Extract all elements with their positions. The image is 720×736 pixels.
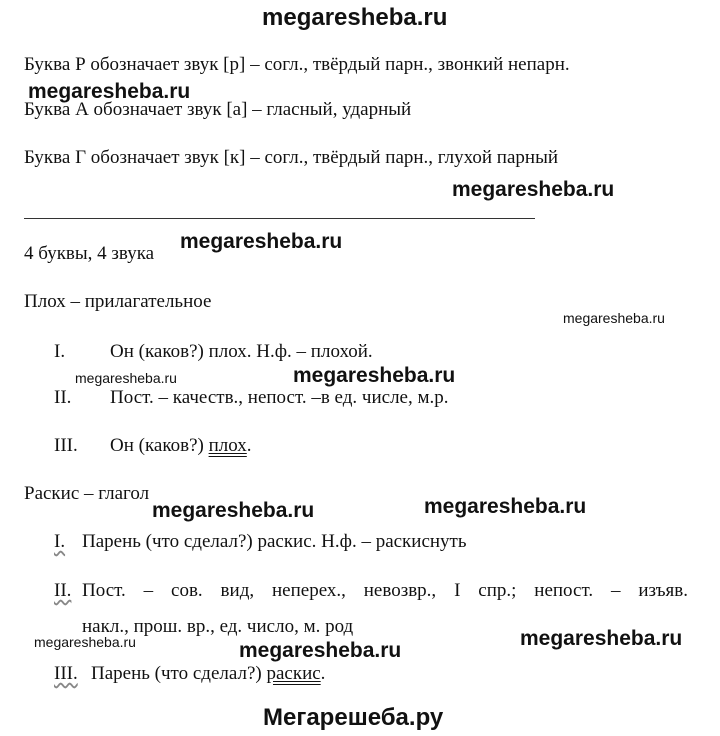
verb-heading: Раскис – глагол	[24, 483, 150, 504]
adjective-item-text	[110, 436, 252, 457]
verb-item-text: Пост. – сов. вид, неперех., невозвр., I спр.; непост. – изъяв.	[82, 580, 688, 601]
text-after: .	[320, 663, 326, 684]
verb-item-text	[91, 664, 325, 685]
watermark-bottom: Мегарешеба.ру	[263, 704, 444, 731]
verb-item-num: II.	[54, 580, 72, 601]
watermark: megaresheba.ru	[180, 230, 343, 253]
adjective-item-num: I.	[54, 341, 66, 362]
watermark: megaresheba.ru	[452, 178, 615, 201]
letter-line-r: Буква Р обозначает звук [р] – согл., твёрдый парн., звонкий непарн.	[24, 54, 570, 75]
verb-item-continuation: накл., прош. вр., ед. число, м. род	[82, 616, 354, 637]
adjective-item-text: Пост. – качеств., непост. –в ед. числе, м.р.	[110, 387, 449, 408]
watermark: megaresheba.ru	[28, 80, 191, 103]
watermark: megaresheba.ru	[152, 499, 315, 522]
watermark: megaresheba.ru	[424, 495, 587, 518]
adjective-item-num: II.	[54, 387, 72, 408]
adjective-heading: Плох – прилагательное	[24, 291, 212, 312]
watermark-top: megaresheba.ru	[262, 4, 448, 31]
underlined-predicate: плох	[208, 435, 247, 456]
watermark: megaresheba.ru	[239, 639, 402, 662]
verb-item-num: III.	[54, 663, 78, 684]
watermark: megaresheba.ru	[34, 634, 136, 650]
text-before: Парень (что сделал?)	[91, 663, 267, 684]
verb-item-num: I.	[54, 531, 66, 552]
watermark: megaresheba.ru	[75, 370, 177, 386]
letter-line-g: Буква Г обозначает звук [к] – согл., твёрдый парн., глухой парный	[24, 147, 559, 168]
text-before: Он (каков?)	[110, 435, 209, 456]
text-after: .	[246, 435, 252, 456]
watermark: megaresheba.ru	[520, 627, 683, 650]
verb-item-text: Парень (что сделал?) раскис. Н.ф. – раскиснуть	[82, 531, 467, 552]
letter-line-a: Буква А обозначает звук [а] – гласный, ударный	[24, 99, 412, 120]
watermark: megaresheba.ru	[563, 310, 665, 326]
watermark: megaresheba.ru	[293, 364, 456, 387]
count-line: 4 буквы, 4 звука	[24, 243, 155, 264]
separator-line	[24, 218, 535, 219]
adjective-item-text: Он (каков?) плох. Н.ф. – плохой.	[110, 341, 373, 362]
underlined-predicate: раскис	[266, 663, 321, 684]
adjective-item-num: III.	[54, 435, 78, 456]
